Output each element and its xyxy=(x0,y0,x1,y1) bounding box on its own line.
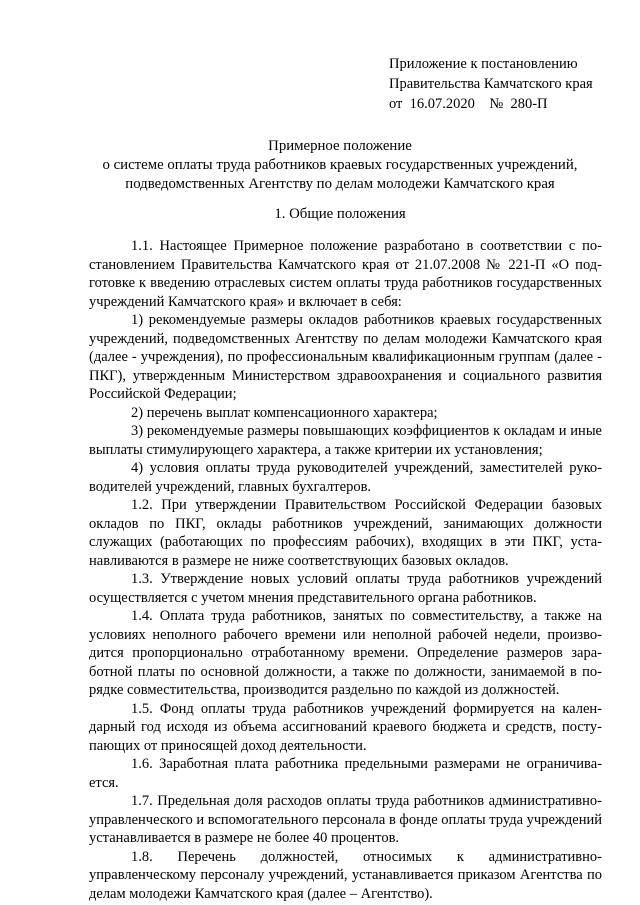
list-item-3: 3) рекомендуемые размеры повышающих коэффициентов к окладам и иные выплаты стимулирующего характера, а также критерии их установления; xyxy=(89,423,602,458)
annex-header-line-1: Приложение к постановлению xyxy=(389,56,578,72)
paragraph-1-7: 1.7. Предельная доля расходов оплаты труда работников административно-управленческого и вспомогательного персонала в фонде оплаты труда учреждений устанавливается в размере не более 40 процентов. xyxy=(89,793,602,846)
annex-header-line-2: Правительства Камчатского края xyxy=(389,76,593,92)
paragraph-1-8: 1.8. Перечень должностей, относимых к административно-управленческому персоналу учреждений, устанавливается приказом Агентства по делам молодежи Камчатского края (далее – Агентство). xyxy=(89,848,602,902)
list-item-4: 4) условия оплаты труда руководителей учреждений, заместителей руководителей учреждений, главных бухгалтеров. xyxy=(89,460,602,495)
document-title-line-3: подведомственных Агентству по делам молодежи Камчатского края xyxy=(125,176,555,192)
paragraph-1-4: 1.4. Оплата труда работников, занятых по совместительству, а также на условиях неполного рабочего времени или неполной рабочей недели, производится пропорционально отработанному времени. Определение размеров заработной платы по основной должности, а также по должности, занимаемой в порядке совместительства, производится раздельно по каждой из должностей. xyxy=(89,608,602,698)
annex-header-line-3: от 16.07.2020 № 280-П xyxy=(389,96,548,112)
paragraph-1-6: 1.6. Заработная плата работника предельными размерами не ограничивается. xyxy=(89,756,602,791)
annex-header xyxy=(389,54,593,114)
paragraph-1-5: 1.5. Фонд оплаты труда работников учреждений формируется на календарный год исходя из объема ассигнований краевого бюджета и средств, поступающих от приносящей доход деятельности. xyxy=(89,700,602,754)
list-item-1: 1) рекомендуемые размеры окладов работников краевых государственных учреждений, подведомственных Агентству по делам молодежи Камчатского края (далее - учреждения), по профессиональным квалификационным группам (далее - ПКГ), утвержденным Министерством здравоохранения и социального развития Российской Федерации; xyxy=(89,312,602,402)
paragraph-1-2: 1.2. При утверждении Правительством Российской Федерации базовых окладов по ПКГ, оклады работников учреждений, занимающих должности служащих (работающих по профессиям рабочих), входящих в эти ПКГ, устанавливаются в размере не ниже соответствующих базовых окладов. xyxy=(89,497,602,569)
paragraph-1-3: 1.3. Утверждение новых условий оплаты труда работников учреждений осуществляется с учетом мнения представительного органа работников. xyxy=(89,571,602,606)
document-title xyxy=(80,137,600,194)
section-heading: 1. Общие положения xyxy=(274,206,406,222)
document-body xyxy=(89,237,602,903)
list-item-2: 2) перечень выплат компенсационного характера; xyxy=(131,404,438,421)
paragraph-1-1: 1.1. Настоящее Примерное положение разработано в соответствии с постановлением Правительства Камчатского края от 21.07.2008 № 221-П «О подготовке к введению отраслевых систем оплаты труда работников государственных учреждений Камчатского края» и включает в себя: xyxy=(89,238,602,310)
document-title-line-2: о системе оплаты труда работников краевых государственных учреждений, xyxy=(102,157,578,173)
document-title-line-1: Примерное положение xyxy=(268,138,412,154)
